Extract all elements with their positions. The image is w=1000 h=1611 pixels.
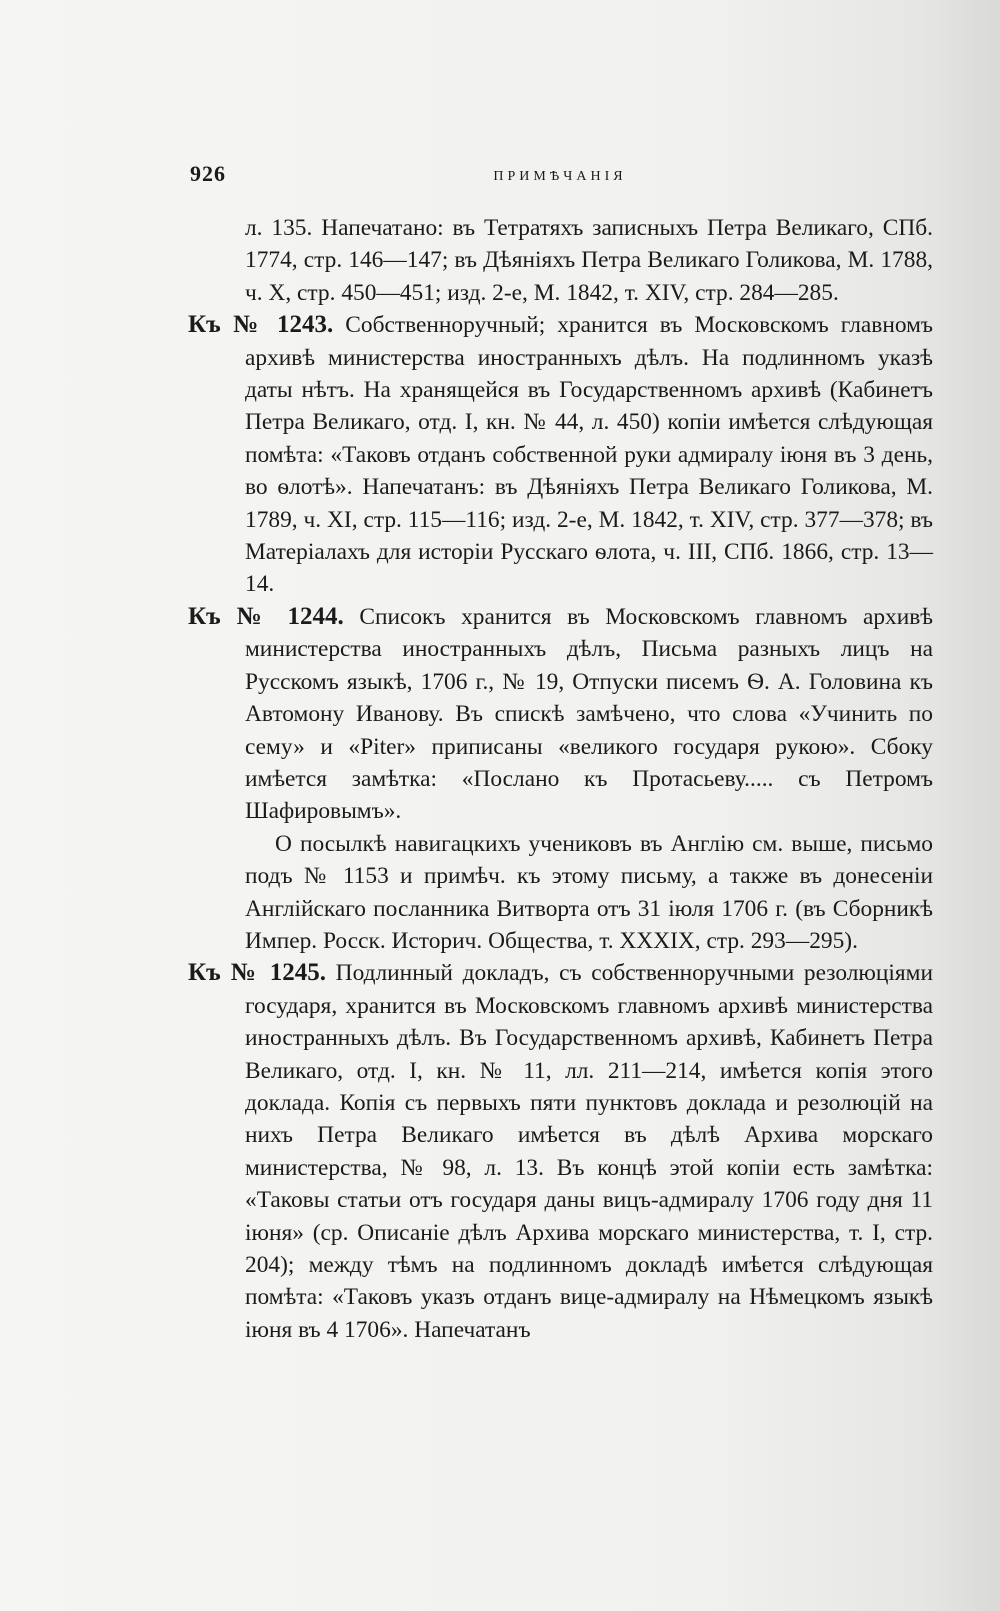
note-text: Подлинный докладъ, съ собственноручными резолюціями государя, хранится въ Московскомъ главномъ архивѣ министерства иностранныхъ дѣлъ. Въ Государственномъ архивѣ, Кабинетъ Петра Великаго, отд. I, кн. № 11, лл. 211—214, имѣется копія этого доклада. Копія съ первыхъ пяти пунктовъ доклада и резолюцій на нихъ Петра Великаго имѣется въ дѣлѣ Архива морскаго министерства, № 98, л. 13. Въ концѣ этой копіи есть замѣтка: «Таковы статьи отъ государя даны вицъ-адмиралу 1706 году дня 11 іюня» (ср. Описаніе дѣлъ Архива морскаго министерства, т. I, стр. 204); между тѣмъ на подлинномъ докладѣ имѣется слѣдующая помѣта: «Таковъ указъ отданъ вице-адмиралу на Нѣмецкомъ языкѣ іюня въ 4 1706». Напечатанъ [245,960,933,1343]
note-paragraph [188,828,933,958]
note-text: л. 135. Напечатано: въ Тетратяхъ записныхъ Петра Великаго, СПб. 1774, стр. 146—147; въ Дѣяніяхъ Петра Великаго Голикова, М. 1788, ч. X, стр. 450—451; изд. 2-е, М. 1842, т. XIV, стр. 284—285. [245,215,933,306]
note-1244 [188,601,933,828]
note-text: Собственноручный; хранится въ Московскомъ главномъ архивѣ министерства иностранныхъ дѣлъ. На подлинномъ указѣ даты нѣтъ. На хранящейся въ Государственномъ архивѣ (Кабинетъ Петра Великаго, отд. I, кн. № 44, л. 450) копіи имѣется слѣдующая помѣта: «Таковъ отданъ собственной руки адмиралу іюня въ 3 день, во ѳлотѣ». Напечатанъ: въ Дѣяніяхъ Петра Великаго Голикова, М. 1789, ч. XI, стр. 115—116; изд. 2-е, М. 1842, т. XIV, стр. 377—378; въ Матеріалахъ для исторіи Русскаго ѳлота, ч. III, СПб. 1866, стр. 13—14. [245,312,933,598]
note-label: Къ № 1245. [188,959,327,987]
page-body [188,212,933,1346]
note-continuation [188,212,933,309]
page-header [190,161,930,191]
note-label: Къ № 1244. [188,602,344,630]
note-label: Къ № 1243. [188,311,334,339]
note-1245 [188,957,933,1346]
note-text: О посылкѣ навигацкихъ учениковъ въ Англію см. выше, письмо подъ № 1153 и примѣч. къ этому письму, а также въ донесеніи Англійскаго посланника Витворта отъ 31 іюля 1706 г. (въ Сборникѣ Импер. Росск. Историч. Общества, т. XXXIX, стр. 293—295). [245,830,933,954]
note-1243 [188,309,933,601]
page-number: 926 [190,161,226,186]
running-title: ПРИМѢЧАНIЯ [493,169,627,184]
note-text: Списокъ хранится въ Московскомъ главномъ архивѣ министерства иностранныхъ дѣлъ, Письма разныхъ лицъ на Русскомъ языкѣ, 1706 г., № 19, Отпуски писемъ Ѳ. А. Головина къ Автомону Иванову. Въ спискѣ замѣчено, что слова «Учинить по сему» и «Piter» приписаны «великого государя рукою». Сбоку имѣется замѣтка: «Послано къ Протасьеву..... съ Петромъ Шафировымъ». [245,603,933,825]
